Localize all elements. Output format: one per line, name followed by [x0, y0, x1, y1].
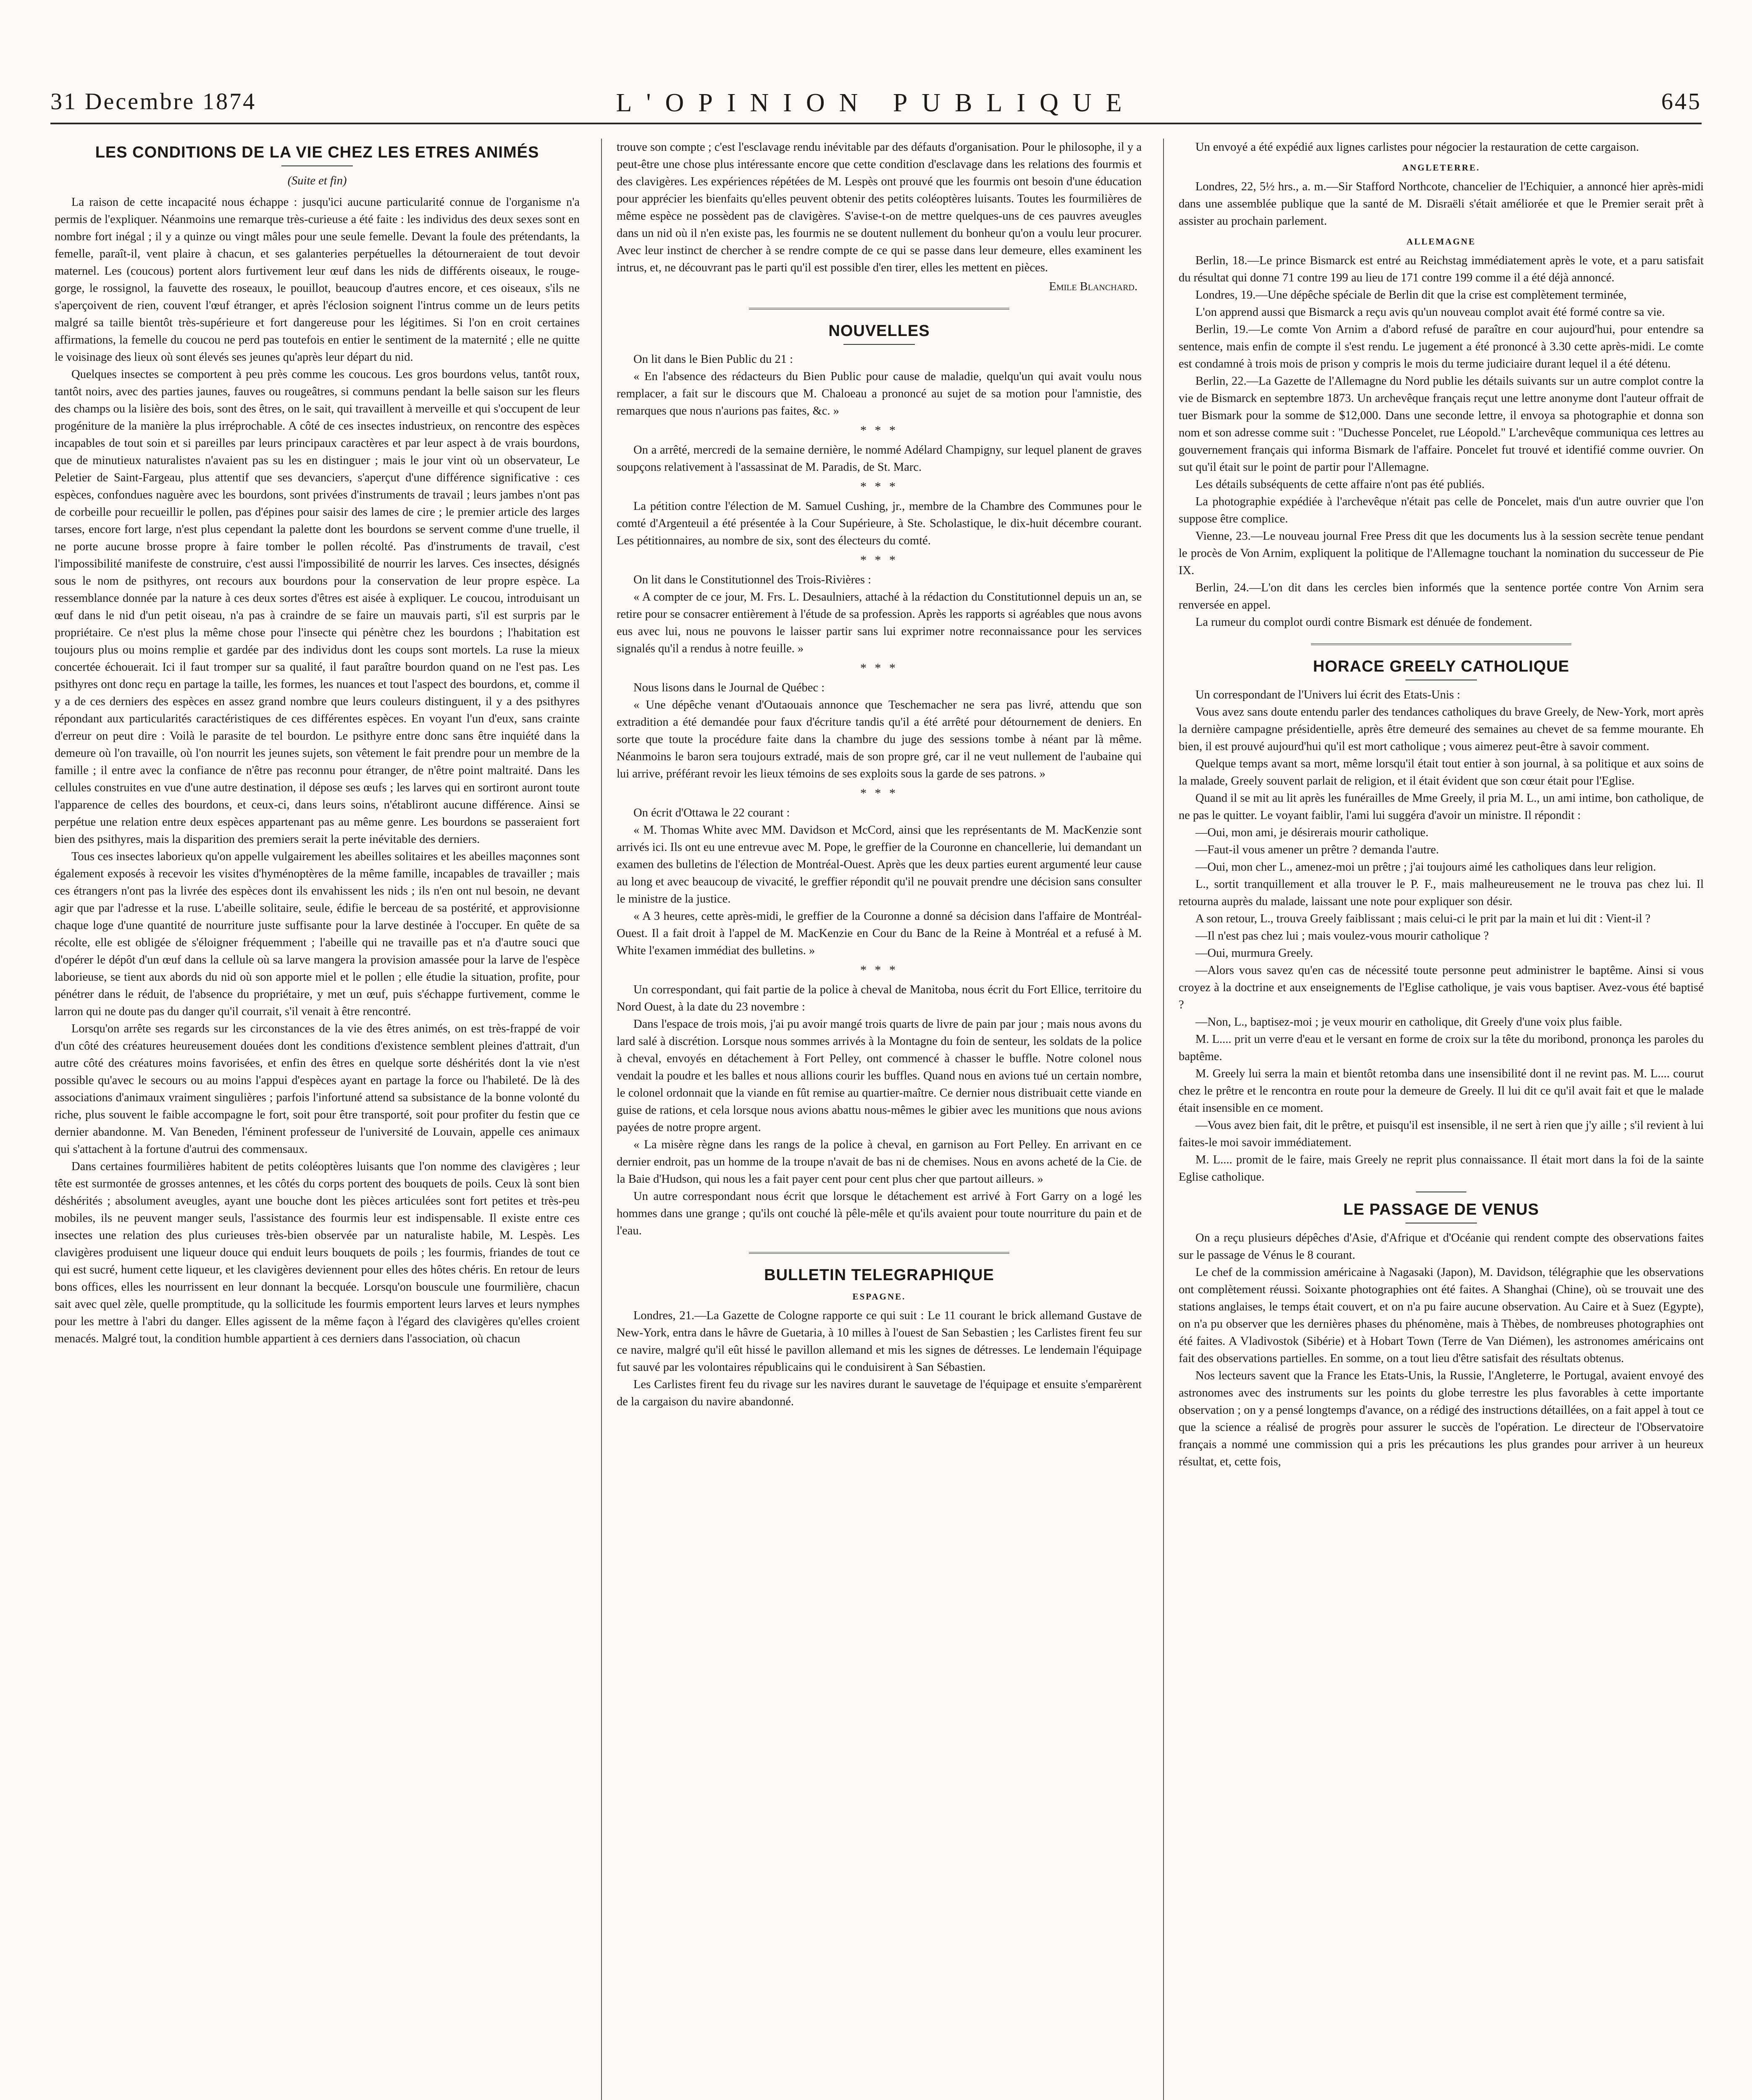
bulletin-paragraph: Berlin, 18.—Le prince Bismarck est entré au Reichstag immédiatement après le vote, et a paru satisfait du résultat qui donne 71 contre 199 au lieu de 171 contre 199 comme il a été déjà annoncé. [1179, 254, 1704, 284]
bulletin-paragraph: Berlin, 19.—Le comte Von Arnim a d'abord refusé de paraître en cour aujourd'hui, pour entendre sa sentence, mais enfin de compte il s'est rendu. Le jugement a été prononcé à 3.30 cette après-midi. Le comte est condamné à trois mois de prison y compris le mois du terme judiciaire durant lequel il a été détenu. [1179, 323, 1704, 370]
issue-date: 31 Decembre 1874 [50, 89, 257, 115]
news-paragraph: Nous lisons dans le Journal de Québec : [633, 681, 825, 694]
column-1 [55, 139, 580, 2100]
news-paragraph: On lit dans le Bien Public du 21 : [633, 353, 793, 366]
article-paragraph: —Faut-il vous amener un prêtre ? demanda l'autre. [1195, 843, 1439, 856]
bulletin-paragraph: Berlin, 22.—La Gazette de l'Allemagne du Nord publie les détails suivants sur un autre complot contre la vie de Bismarck en septembre 1873. Un archevêque français reçut une lettre anonyme dont l'auteur offrait de tuer Bismark pour la somme de $12,000. Dans une seconde lettre, il envoya sa photographie et donna son nom et son adresse comme suit : "Duchesse Poncelet, rue Léopold." L'archevêque communiqua ces lettres au gouvernement français qui informa Bismark de l'affaire. Poncelet fut trouvé et identifié comme ouvrier. On sut qu'il était sur le point de partir pour l'Allemagne. [1179, 375, 1704, 474]
bulletin-paragraph: Les Carlistes firent feu du rivage sur les navires durant le sauvetage de l'équipage et ensuite s'emparèrent de la cargaison du navire abandonné. [617, 1378, 1142, 1408]
separator-asterism: * * * [860, 553, 898, 567]
bulletin-paragraph: Londres, 19.—Une dépêche spéciale de Berlin dit que la crise est complètement terminée, [1195, 289, 1627, 302]
news-paragraph: On a arrêté, mercredi de la semaine dernière, le nommé Adélard Champigny, sur lequel planent de graves soupçons relativement à l'assassinat de M. Paradis, de St. Marc. [617, 444, 1142, 474]
news-paragraph: « La misère règne dans les rangs de la police à cheval, en garnison au Fort Pelley. En arrivant en ce dernier endroit, pas un homme de la troupe n'avait de bas ni de chemises. Nous en avons acheté de la Cie. de la Baie d'Hudson, qui nous les a fait payer cent pour cent plus cher que partout ailleurs. » [617, 1138, 1142, 1186]
article-paragraph: —Vous avez bien fait, dit le prêtre, et puisqu'il est insensible, il ne sert à rien que j'y aille ; s'il revient à lui faites-le moi savoir immédiatement. [1179, 1119, 1704, 1149]
bulletin-paragraph: Un envoyé a été expédié aux lignes carlistes pour négocier la restauration de cette cargaison. [1195, 141, 1639, 154]
bulletin-paragraph: Les détails subséquents de cette affaire n'ont pas été publiés. [1195, 478, 1485, 491]
header-rule [50, 123, 1702, 124]
article-paragraph: M. L.... promit de le faire, mais Greely ne reprit plus connaissance. Il était mort dans la foi de la sainte Eglise catholique. [1179, 1153, 1704, 1184]
news-paragraph: « Une dépêche venant d'Outaouais annonce que Teschemacher ne sera pas livré, attendu que son extradition a été demandée pour faux d'écriture tandis qu'il a été arrêté pour détournement de deniers. En sorte que toute la procédure faite dans la chambre du juge des sessions tombe à néant par là même. Néanmoins le baron sera toujours extradé, mais de son propre gré, car il ne veut nullement de l'aubaine qui lui arrive, préférant revoir les lieux témoins de ses exploits sous la garde de ses patrons. » [617, 698, 1142, 780]
news-paragraph: Dans l'espace de trois mois, j'ai pu avoir mangé trois quarts de livre de pain par jour ; mais nous avons du lard salé à discrétion. Lorsque nous sommes arrivés à la Montagne du foin de senteur, les soldats de la police à cheval, envoyés en détachement à Fort Pelley, ont commencé à chasser le buffle. Notre colonel nous vendait la poudre et les balles et nous allions courir les buffles. Quand nous en avions tué un certain nombre, le colonel ordonnait que la viande en fût remise au quartier-maître. Ce dernier nous distribuait cette viande en guise de rations, et cela lorsque nous avions abattu nous-mêmes le gibier avec les munitions que nous avions payées de notre propre argent. [617, 1018, 1142, 1134]
article-paragraph: —Oui, mon cher L., amenez-moi un prêtre ; j'ai toujours aimé les catholiques dans leur religion. [1195, 861, 1656, 874]
article-paragraph: —Non, L., baptisez-moi ; je veux mourir en catholique, dit Greely d'une voix plus faible. [1195, 1016, 1622, 1029]
bulletin-paragraph: Londres, 22, 5½ hrs., a. m.—Sir Stafford Northcote, chancelier de l'Echiquier, a annoncé hier après-midi dans une assemblée publique que la santé de M. Disraëli s'était améliorée et que le Premier serait prêt à assister au prochain parlement. [1179, 180, 1704, 228]
bulletin-paragraph: Vienne, 23.—Le nouveau journal Free Press dit que les documents lus à la session secrète tenue pendant le procès de Von Arnim, expliquent la politique de l'Allemagne touchant la nomination du successeur de Pie IX. [1179, 530, 1704, 577]
article-paragraph: Lorsqu'on arrête ses regards sur les circonstances de la vie des êtres animés, on est très-frappé de voir d'un côté des créatures heureusement douées dont les conditions d'existence semblent pleines d'attrait, d'un autre côté des créatures moins favorisées, et enfin des êtres en quelque sorte déshérités dont la vie n'est possible qu'avec le secours ou au moins l'appui d'espèces ayant en partage la force ou l'habileté. De là des associations d'animaux vraiment singulières ; parfois l'infortuné attend sa subsistance de la bonne volonté du riche, plus souvent le faible accompagne le fort, soit pour être transporté, soit pour profiter du festin que ce dernier abandonne. M. Van Beneden, l'éminent professeur de l'université de Louvain, appelle ces animaux qui s'attachent à la fortune d'autrui des commensaux. [55, 1022, 580, 1156]
dateline-country: ESPAGNE. [852, 1292, 906, 1302]
page-number: 645 [1661, 89, 1702, 115]
article-paragraph: Tous ces insectes laborieux qu'on appelle vulgairement les abeilles solitaires et les abeilles maçonnes sont également exposés à recevoir les visites d'hyménoptères de la même famille, incapables de travailler ; mais ces étrangers n'ont pas la livrée des espèces dont ils envahissent les nids ; ils n'en ont nul besoin, ne devant agir que par l'adresse et la ruse. L'abeille solitaire, seule, édifie le berceau de sa postérité, et approvisionne chaque loge d'une quantité de nourriture juste suffisante pour la larve destinée à l'occuper. En quête de sa récolte, elle est obligée de s'éloigner fréquemment ; l'abeille qui ne travaille pas et n'a d'autre souci que d'opérer le dépôt d'un œuf dans la cellule où sa larve mangera la provision amassée pour la larve de l'espèce laborieuse, se tient aux abords du nid où son apporte miel et le pollen ; elle étudie la situation, profite, pour pénétrer dans le réduit, de l'absence du propriétaire, y met un œuf, puis s'échappe furtivement, comme le larron qui ne doute pas du danger qu'il courrait, s'il venait à être rencontré. [55, 850, 580, 1018]
article-paragraph: M. L.... prit un verre d'eau et le versant en forme de croix sur la tête du moribond, prononça les paroles du baptême. [1179, 1033, 1704, 1063]
bulletin-paragraph: Londres, 21.—La Gazette de Cologne rapporte ce qui suit : Le 11 courant le brick allemand Gustave de New-York, entra dans le hâvre de Guetaria, à 10 milles à l'ouest de San Sebastien ; les Carlistes firent feu sur ce navire, malgré qu'il eût hissé le pavillon allemand et mis les signes de détresses. Le lendemain l'équipage fut sauvé par les volontaires républicains qui le conduisirent à San Sébastien. [617, 1309, 1142, 1374]
dateline-country: ALLEMAGNE [1406, 236, 1476, 247]
news-paragraph: Un correspondant, qui fait partie de la police à cheval de Manitoba, nous écrit du Fort Ellice, territoire du Nord Ouest, à la date du 23 novembre : [617, 983, 1142, 1013]
section-headline-bulletin: BULLETIN TELEGRAPHIQUE [764, 1266, 994, 1284]
newspaper-title: L'OPINION PUBLIQUE [616, 89, 1136, 117]
bulletin-paragraph: La rumeur du complot ourdi contre Bismark est dénuée de fondement. [1195, 616, 1532, 629]
column-divider [601, 139, 602, 2100]
article-paragraph: Quand il se mit au lit après les funérailles de Mme Greely, il pria M. L., un ami intime, bon catholique, de ne pas le quitter. Le voyant faiblir, l'ami lui suggéra d'avoir un ministre. Il répondit : [1179, 792, 1704, 822]
separator-asterism: * * * [860, 480, 898, 494]
article-paragraph: On a reçu plusieurs dépêches d'Asie, d'Afrique et d'Océanie qui rendent compte des observations faites sur le passage de Vénus le 8 courant. [1179, 1231, 1704, 1262]
news-paragraph: On lit dans le Constitutionnel des Trois-Rivières : [633, 573, 872, 586]
section-headline-nouvelles: NOUVELLES [828, 322, 930, 340]
masthead [50, 88, 1702, 118]
column-divider [1163, 139, 1164, 2100]
news-paragraph: On écrit d'Ottawa le 22 courant : [633, 806, 790, 819]
news-paragraph: « En l'absence des rédacteurs du Bien Public pour cause de maladie, quelqu'un qui avait voulu nous remplacer, a fait sur le discours que M. Chaloeau a prononcé au sujet de sa motion pour l'amnistie, des remarques que nous n'aurions pas faites, &c. » [617, 370, 1142, 417]
article-subtitle: (Suite et fin) [287, 174, 347, 187]
article-paragraph: A son retour, L., trouva Greely faiblissant ; mais celui-ci le prit par la main et lui dit : Vient-il ? [1195, 912, 1651, 925]
article-paragraph: trouve son compte ; c'est l'esclavage rendu inévitable par des défauts d'organisation. Pour le philosophe, il y a peut-être une chose plus intéressante encore que cette condition d'esclavage dans les relations des fourmis et des clavigères. Les expériences répétées de M. Lespès ont prouvé que les fourmis ont besoin d'une éducation pour apprécier les bienfaits qu'elles peuvent obtenir des petits coléoptères luisants. Toutes les fourmilières de même espèce ne possèdent pas de clavigères. S'avise-t-on de mettre quelques-uns de ces pauvres aveugles dans un nid où il n'en existe pas, les fourmis ne se doutent nullement du bonheur qu'on a voulu leur procurer. Avec leur instinct de chercher à se rendre compte de ce qui se passe dans leur demeure, elles examinent les intrus, et, ne découvrant pas le parti qu'il est possible d'en tirer, elles les mettent en pièces. [617, 141, 1142, 274]
dateline-country: ANGLETERRE. [1402, 163, 1480, 173]
news-paragraph: « M. Thomas White avec MM. Davidson et McCord, ainsi que les représentants de M. MacKenzie sont arrivés ici. Ils ont eu une entrevue avec M. Pope, le greffier de la Couronne en chancellerie, lui demandant un examen des bulletins de l'élection de Montréal-Ouest. Après que les deux parties eurent argumenté leur cause au long et avec beaucoup de vivacité, le greffier répondit qu'il ne pouvait prendre une décision sans consulter le ministre de la justice. [617, 824, 1142, 906]
article-paragraph: Quelque temps avant sa mort, même lorsqu'il était tout entier à son journal, à sa politique et aux soins de la malade, Greely souvent parlait de religion, et il était évident que son cœur était pour l'Eglise. [1179, 757, 1704, 788]
news-paragraph: « A compter de ce jour, M. Frs. L. Desaulniers, attaché à la rédaction du Constitutionnel depuis un an, se retire pour se consacrer entièrement à l'étude de sa profession. Après les rapports si agréables que nous avons eus avec lui, nous ne pouvons le laisser partir sans lui exprimer notre reconnaissance pour les services signalés qu'il a rendus à notre feuille. » [617, 591, 1142, 655]
bulletin-paragraph: L'on apprend aussi que Bismarck a reçu avis qu'un nouveau complot avait été formé contre sa vie. [1195, 306, 1665, 319]
article-paragraph: Le chef de la commission américaine à Nagasaki (Japon), M. Davidson, télégraphie que les observations ont complètement réussi. Soixante photographies ont été faites. A Shanghai (Chine), où se trouvait une des stations anglaises, le temps était couvert, et on n'a pu faire aucune observation. Au Caire et à Suez (Egypte), on n'a pu observer que les dernières phases du phénomène, mais à Thèbes, de nombreuses photographies ont été faites. A Vladivostok (Sibérie) et à Hobart Town (Terre de Van Diémen), les astronomes américains ont fait des observations partielles. En somme, on a tout lieu d'être satisfait des résultats obtenus. [1179, 1266, 1704, 1365]
separator-asterism: * * * [860, 661, 898, 675]
article-headline: LES CONDITIONS DE LA VIE CHEZ LES ETRES ANIMÉS [95, 144, 539, 161]
column-2 [617, 139, 1142, 2100]
section-rule [749, 1252, 1009, 1255]
headline-rule [281, 165, 353, 166]
separator-asterism: * * * [860, 423, 898, 437]
article-paragraph: Un correspondant de l'Univers lui écrit des Etats-Unis : [1195, 688, 1460, 701]
article-paragraph: Dans certaines fourmilières habitent de petits coléoptères luisants que l'on nomme des clavigères ; leur tête est surmontée de grosses antennes, et les côtés du corps portent des bouquets de poils. Ceux là sont bien déshérités ; absolument aveugles, ayant une bouche dont les pièces articulées sont fort petites et très-peu mobiles, ils ne peuvent manger seuls, l'assistance des fourmis leur est indispensable. Il existe entre ces insectes une relation des plus curieuses très-bien observée par un naturaliste habile, M. Lespès. Les clavigères produisent une liqueur douce qui enduit leurs bouquets de poils ; les fourmis, friandes de tout ce qui est sucré, hument cette liqueur, et les clavigères deviennent pour elles des hôtes chéris. En retour de leurs bons offices, elles les nourrissent en leur donnant la becquée. Lorsqu'on bouscule une fourmilière, chacun sait avec quel zèle, quelle promptitude, qu la sollicitude les fourmis emportent leurs larves et leurs nymphes pour les mettre à l'abri du danger. Elles agissent de la même façon à l'égard des clavigères qu'elles croient menacés. Malgré tout, la condition humble appartient à ces derniers dans l'association, où chacun [55, 1160, 580, 1345]
section-headline-venus: LE PASSAGE DE VENUS [1343, 1201, 1539, 1218]
article-signature: Emile Blanchard. [1049, 280, 1137, 293]
bulletin-paragraph: La photographie expédiée à l'archevêque n'était pas celle de Poncelet, mais d'un autre ouvrier que l'on suppose être complice. [1179, 495, 1704, 525]
article-paragraph: —Oui, murmura Greely. [1195, 947, 1313, 960]
news-paragraph: « A 3 heures, cette après-midi, le greffier de la Couronne a donné sa décision dans l'affaire de Montréal-Ouest. Il a fait droit à l'appel de M. MacKenzie en Cour du Banc de la Reine à Montréal et a refusé à M. White l'examen immédiat des bulletins. » [617, 910, 1142, 957]
article-paragraph: La raison de cette incapacité nous échappe : jusqu'ici aucune particularité connue de l'organisme n'a permis de l'expliquer. Néanmoins une remarque très-curieuse a été faite : les individus des deux sexes sont en nombre fort inégal ; il y a quinze ou vingt mâles pour une seule femelle. Devant la foule des prétendants, la femelle, paraît-il, vent plaire à chacun, et ses galanteries perpétuelles la détourneraient de tout devoir maternel. Les (coucous) portent alors furtivement leur œuf dans les nids de différents oiseaux, le rouge-gorge, le rossignol, la fauvette des roseaux, le pouillot, beaucoup d'autres encore, et ces oiseaux, s'ils ne s'aperçoivent de rien, couvent l'œuf étranger, et après l'éclosion soignent l'intrus comme un de leurs petits malgré sa taille bientôt très-supérieure et fort dangereuse pour les légitimes. Si l'on en croit certaines affirmations, la femelle du coucou ne perd pas toutefois en entier le sentiment de la maternité ; elle ne quitte le voisinage des lieux où sont élevés ses jeunes qu'après leur départ du nid. [55, 196, 580, 364]
bulletin-paragraph: Berlin, 24.—L'on dit dans les cercles bien informés que la sentence portée contre Von Arnim sera renversée en appel. [1179, 581, 1704, 612]
article-paragraph: Vous avez sans doute entendu parler des tendances catholiques du brave Greely, de New-York, mort après la dernière campagne présidentielle, après être demeuré des semaines au chevet de sa femme mourante. Eh bien, il est prouvé aujourd'hui qu'il est mort catholique ; vous aimerez peut-être à savoir comment. [1179, 706, 1704, 753]
section-rule [1311, 643, 1571, 647]
article-paragraph: Nos lecteurs savent que la France les Etats-Unis, la Russie, l'Angleterre, le Portugal, avaient envoyé des astronomes avec des instruments sur les points du globe terrestre les plus favorables à cette importante observation ; on y a pensé longtemps d'avance, on a rédigé des instructions détaillées, on a fait appel à tout ce que la science a réalisé de progrès pour assurer le succès de l'opération. Le directeur de l'Observatoire français a nommé une commission qui a pris les précautions les plus grandes pour arriver à un heureux résultat, et, cette fois, [1179, 1369, 1704, 1468]
separator-asterism: * * * [860, 963, 898, 977]
section-rule [749, 308, 1009, 311]
headline-rule [843, 344, 915, 345]
article-paragraph: Quelques insectes se comportent à peu près comme les coucous. Les gros bourdons velus, tantôt roux, tantôt noirs, avec des parties jaunes, fauves ou rougeâtres, si communs pendant la belle saison sur les fleurs des champs ou la lisière des bois, sont des êtres, on le sait, qui travaillent à merveille et qui s'occupent de leur progéniture de la manière la plus irréprochable. A côté de ces insectes industrieux, on rencontre des espèces incapables de tout soin et si pareilles par leurs principaux caractères et par leur aspect à de vrais bourdons, que de minutieux naturalistes n'avaient pas su les en distinguer ; mais le jour vint où un observateur, Le Peletier de Saint-Fargeau, plus attentif que ses devanciers, s'aperçut d'une différence significative : ces espèces, confondues naguère avec les bourdons, sont privées d'instruments de travail ; leurs jambes n'ont pas de corbeille pour recueillir le pollen, pas d'épines pour saisir des lames de cire ; le premier article des larges tarses, encore fort large, n'est plus cependant la palette dont les bourdons se servent comme d'une truelle, il ne porte aucune brosse propre à faire tomber le pollen récolté. Pas d'instruments de travail, c'est l'impossibilité manifeste de construire, c'est aussi l'impossibilité de nourrir les larves. Ces insectes, désignés sous le nom de psithyres, ont recours aux bourdons pour la conservation de leur propre espèce. La ressemblance donnée par la nature à ces deux sortes d'êtres est aisée à expliquer. Le coucou, introduisant un œuf dans le nid d'un petit oiseau, n'a pas à craindre de se faire un mauvais parti, s'il est surpris par le propriétaire. Ce n'est plus la même chose pour l'insecte qui pénètre chez les bourdons ; l'habitation est toujours plus ou moins remplie et gardée par des individus dont les coups sont mortels. La ruse la mieux concertée échouerait. Ici il faut tromper sur sa qualité, il faut paraître bourdon quand on ne l'est pas. Les psithyres ont donc reçu en partage la taille, les formes, les nuances et tout l'aspect des bourdons, et, comme il y a de ces derniers des espèces en assez grand nombre que leurs couleurs distinguent, il y a des psithyres répondant aux particularités caractéristiques de ces différentes espèces. En voyant l'un d'eux, sans crainte d'erreur on peut dire : Voilà le parasite de tel bourdon. Le psithyre entre donc sans être inquiété dans la demeure où l'on travaille, où l'on nourrit les jeunes sujets, son vêtement le fait prendre pour un membre de la famille ; il entre avec la confiance de n'être pas reconnu pour étranger, de n'être point maltraité. Dans les cellules construites en vue d'une autre destination, il dépose ses œufs ; les larves qui en sortiront auront toute l'apparence de celles des bourdons, et ceux-ci, dans leurs soins, n'établiront aucune différence. Ainsi se perpétue une relation entre deux espèces appartenant pas au même genre. Les bourdons se passeraient fort bien des psithyres, mais la disparition des premiers serait la perte inévitable des derniers. [55, 368, 580, 846]
article-paragraph: —Il n'est pas chez lui ; mais voulez-vous mourir catholique ? [1195, 929, 1489, 942]
article-paragraph: —Oui, mon ami, je désirerais mourir catholique. [1195, 826, 1429, 839]
column-3 [1179, 139, 1704, 2100]
article-paragraph: L., sortit tranquillement et alla trouver le P. F., mais malheureusement ne le trouva pas chez lui. Il retourna auprès du malade, laissant une note pour expliquer son désir. [1179, 878, 1704, 908]
news-paragraph: Un autre correspondant nous écrit que lorsque le détachement est arrivé à Fort Garry on a logé les hommes dans une grange ; qu'ils ont couché là pêle-mêle et qu'ils avaient pour toute nourriture du pain et de l'eau. [617, 1190, 1142, 1237]
article-paragraph: M. Greely lui serra la main et bientôt retomba dans une insensibilité dont il ne revint pas. M. L.... courut chez le prêtre et le rencontra en route pour la demeure de Greely. Il lui dit ce qu'il avait fait et que le malade était insensible en ce moment. [1179, 1067, 1704, 1115]
separator-asterism: * * * [860, 786, 898, 800]
news-paragraph: La pétition contre l'élection de M. Samuel Cushing, jr., membre de la Chambre des Communes pour le comté d'Argenteuil a été présentée à la Cour Supérieure, à Ste. Scholastique, le dix-huit décembre courant. Les pétitionnaires, au nombre de six, sont des électeurs du comté. [617, 500, 1142, 547]
section-headline-greely: HORACE GREELY CATHOLIQUE [1313, 658, 1570, 675]
article-paragraph: —Alors vous savez qu'en cas de nécessité toute personne peut administrer le baptême. Ainsi si vous croyez à la doctrine et aux enseignements de l'Eglise catholique, je vais vous baptiser. Avez-vous été baptisé ? [1179, 964, 1704, 1011]
